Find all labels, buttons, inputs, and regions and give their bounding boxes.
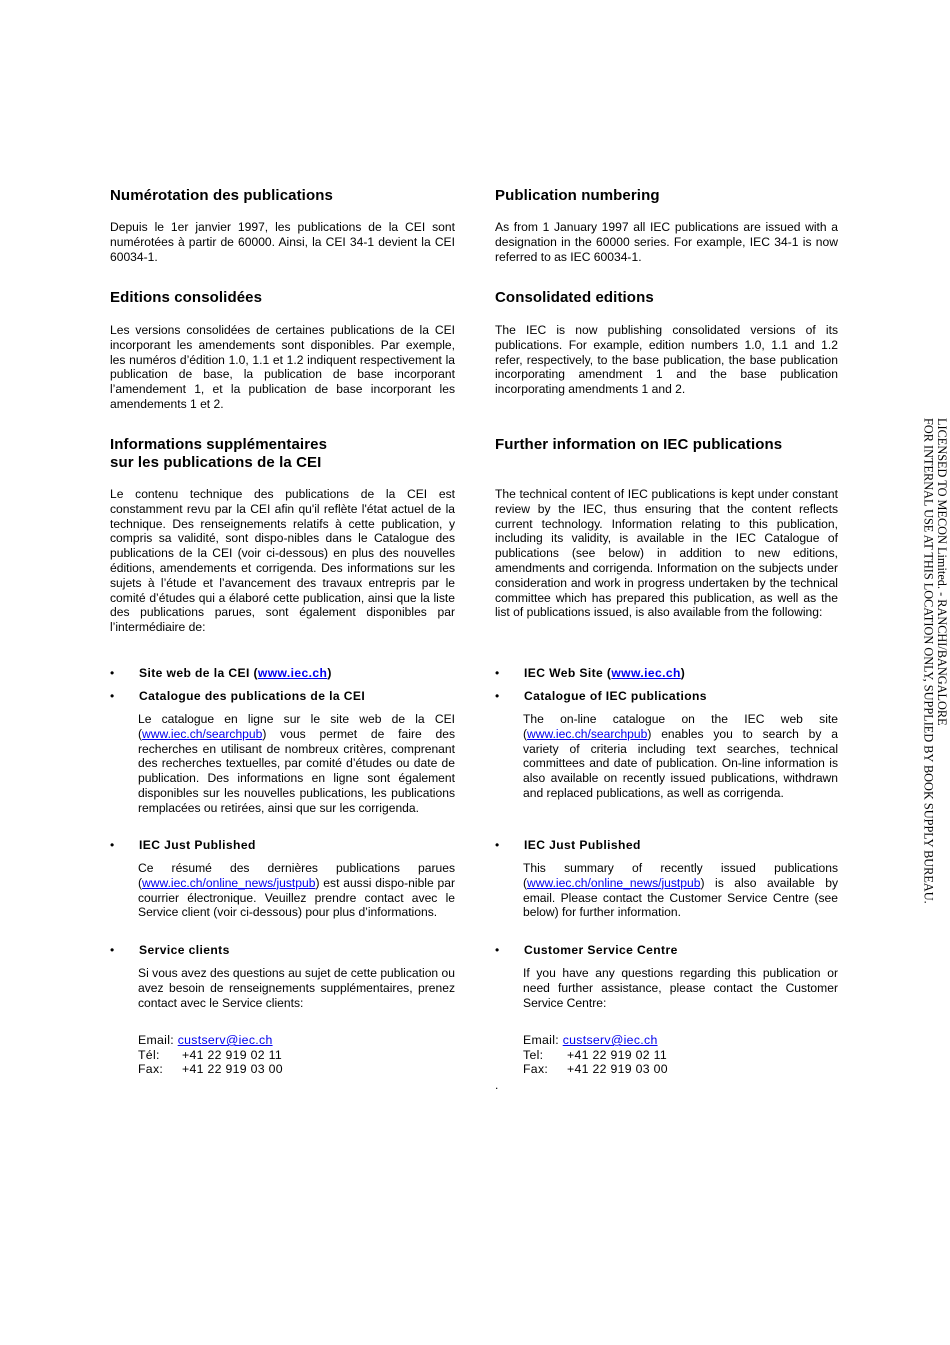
fr-website-close: ) (327, 666, 332, 680)
fr-website-label: Site web de la CEI ( (139, 666, 258, 680)
en-email-link[interactable]: custserv@iec.ch (562, 1033, 658, 1047)
en-justpub-pre: This summary of recently issued publications ( (523, 861, 838, 890)
fr-justpub-label: IEC Just Published (139, 838, 256, 852)
fr-tel-value: +41 22 919 02 11 (182, 1047, 282, 1062)
en-tel-label: Tel: (523, 1047, 544, 1062)
en-fax-value: +41 22 919 03 00 (567, 1062, 668, 1077)
fr-further-heading-line2: sur les publications de la CEI (110, 454, 322, 471)
en-catalogue-body (523, 712, 838, 801)
en-contact-block (523, 1033, 838, 1077)
en-catalogue-label: Catalogue of IEC publications (524, 689, 707, 703)
en-catalogue-link[interactable]: www.iec.ch/searchpub (527, 726, 648, 741)
fr-service-body: Si vous avez des questions au sujet de cette publication ou avez besoin de renseignements supplémentaires, prenez contact avec le Service clients: (138, 966, 455, 1010)
en-further-heading: Further information on IEC publications (495, 436, 783, 453)
fr-numbering-body: Depuis le 1er janvier 1997, les publications de la CEI sont numérotées à partir de 60000. Ainsi, la CEI 34-1 devient la CEI 60034-1. (110, 220, 455, 264)
fr-justpub-body (138, 861, 455, 920)
en-further-body: The technical content of IEC publications is kept under constant review by the IEC, thus ensuring that the content reflects current technology. Information relating to this publication, including its validity, is available in the IEC Catalogue of publications (see below) in addition to new editions, amendments and corrigenda. Information on the subjects under consideration and work in progress undertaken by the technical committee which has prepared this publication, as well as the list of publications issued, is also available from the following: (495, 487, 838, 620)
bullet-icon: • (495, 666, 500, 680)
fr-justpub-link[interactable]: www.iec.ch/online_news/justpub (142, 875, 316, 890)
license-stamp-line2: FOR INTERNAL USE AT THIS LOCATION ONLY, SUPPLIED BY BOOK SUPPLY BUREAU. (921, 418, 936, 904)
fr-catalogue-link[interactable]: www.iec.ch/searchpub (142, 726, 263, 741)
bullet-icon: • (495, 943, 500, 957)
fr-justpub-pre: Ce résumé des dernières publications parues ( (138, 861, 455, 890)
fr-tel-label: Tél: (138, 1047, 160, 1062)
bullet-icon: • (110, 943, 115, 957)
en-catalogue-pre: The on-line catalogue on the IEC web site ( (523, 712, 838, 741)
license-stamp-line1: LICENSED TO MECON Limited. - RANCHI/BANGALORE (935, 418, 949, 726)
fr-further-heading-line1: Informations supplémentaires (110, 436, 328, 453)
fr-catalogue-pre: Le catalogue en ligne sur le site web de la CEI ( (138, 712, 455, 741)
en-service-body: If you have any questions regarding this publication or need further assistance, please contact the Customer Service Centre: (523, 966, 838, 1010)
en-consolidated-body: The IEC is now publishing consolidated versions of its publications. For example, edition numbers 1.0, 1.1 and 1.2 refer, respectively, to the base publication, the base publication incorporating amendment 1 and the base publication incorporating amendments 1 and 2. (495, 323, 838, 397)
fr-numbering-heading: Numérotation des publications (110, 187, 333, 204)
fr-fax-label: Fax: (138, 1062, 164, 1077)
en-justpub-link[interactable]: www.iec.ch/online_news/justpub (527, 875, 701, 890)
en-justpub-post: ) is also available by email. Please contact the Customer Service Centre (see below) for further information. (523, 875, 838, 920)
en-fax-label: Fax: (523, 1062, 549, 1077)
bullet-icon: • (495, 689, 500, 703)
fr-email-label: Email: (138, 1033, 174, 1047)
bullet-icon: • (110, 666, 115, 680)
bullet-icon: • (110, 838, 115, 852)
fr-consolidated-body: Les versions consolidées de certaines publications de la CEI incorporant les amendements sont disponibles. Par exemple, les numéros d’édition 1.0, 1.1 et 1.2 indiquent respectivement la publication de base, la publication de base incorporant l’amendement 1, et la publication de base incorporant les amendements 1 et 2. (110, 323, 455, 411)
stray-dot: . (495, 1078, 499, 1092)
fr-further-heading (110, 436, 455, 472)
en-website-link[interactable]: www.iec.ch (611, 666, 681, 680)
license-stamp (921, 418, 948, 904)
en-catalogue-post: ) enables you to search by a variety of criteria including text searches, technical committees and date of publication. On-line information is also available on recently issued publications, withdrawn and replaced publications, as well as corrigenda. (523, 726, 838, 800)
fr-website-link[interactable]: www.iec.ch (257, 666, 328, 680)
fr-service-label: Service clients (139, 943, 230, 957)
en-justpub-label: IEC Just Published (524, 838, 641, 852)
en-consolidated-heading: Consolidated editions (495, 289, 654, 306)
en-numbering-heading: Publication numbering (495, 187, 660, 204)
fr-catalogue-body (138, 712, 455, 816)
fr-catalogue-post: ) vous permet de faire des recherches en utilisant de nombreux critères, comprenant des recherches textuelles, par comité d’études ou date de publication. Des informations en ligne sont également disponibles sur les nouvelles publications, les publications remplacées ou retirées, ainsi que sur les corrigenda. (138, 726, 455, 815)
fr-contact-block (138, 1033, 455, 1077)
en-website-close: ) (680, 666, 686, 680)
en-service-label: Customer Service Centre (524, 943, 678, 957)
fr-further-body: Le contenu technique des publications de la CEI est constamment revu par la CEI afin qu'il reflète l'état actuel de la technique. Des renseignements relatifs à cette publication, y compris sa validité, sont dispo-nibles dans le Catalogue des publications de la CEI (voir ci-dessous) en plus des nouvelles éditions, amendements et corrigenda. Des informations sur les sujets à l’étude et l’avancement des travaux entrepris par le comité d’études qui a élaboré cette publication, ainsi que la liste des publications parues, sont également disponibles par l’intermédiaire de: (110, 487, 455, 635)
fr-consolidated-heading: Editions consolidées (110, 289, 263, 306)
en-numbering-body: As from 1 January 1997 all IEC publications are issued with a designation in the 60000 series. For example, IEC 34-1 is now referred to as IEC 60034-1. (495, 220, 838, 264)
fr-catalogue-label: Catalogue des publications de la CEI (139, 689, 366, 703)
en-email-label: Email: (523, 1033, 559, 1047)
en-tel-value: +41 22 919 02 11 (567, 1047, 667, 1062)
fr-email-link[interactable]: custserv@iec.ch (177, 1033, 273, 1047)
en-justpub-body (523, 861, 838, 920)
fr-justpub-post: ) est aussi dispo-nible par courrier électronique. Veuillez prendre contact avec le Service client (voir ci-dessous) pour plus d’informations. (138, 875, 455, 920)
bullet-icon: • (495, 838, 500, 852)
en-website-label: IEC Web Site ( (524, 666, 612, 680)
bullet-icon: • (110, 689, 115, 703)
fr-fax-value: +41 22 919 03 00 (182, 1062, 283, 1077)
